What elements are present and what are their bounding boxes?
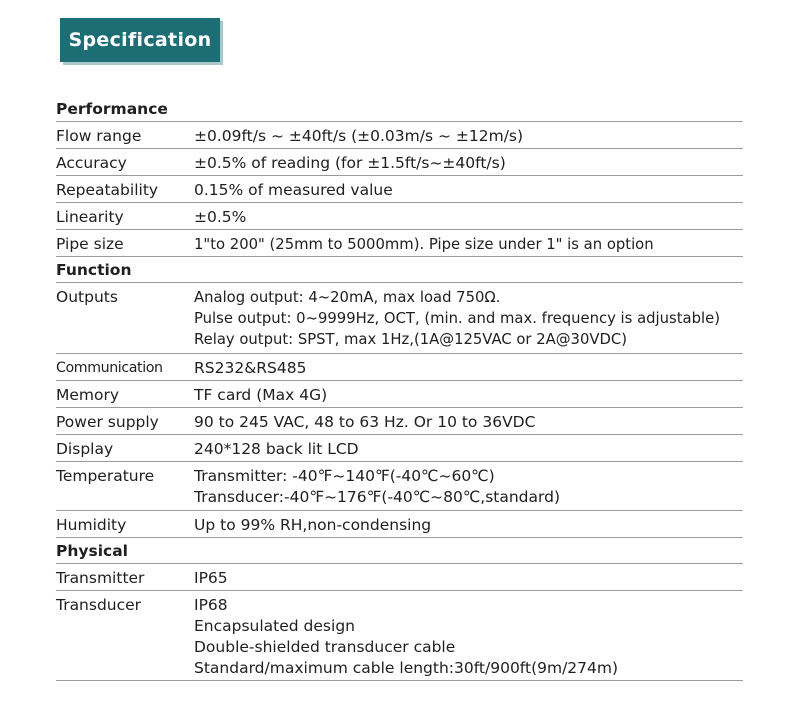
spec-label: Transducer [56,596,142,614]
spec-row-temperature [56,462,743,511]
spec-label: Communication [56,360,163,376]
spec-value-line: 1"to 200" (25mm to 5000mm). Pipe size under 1" is an option [194,236,654,253]
spec-row-transducer [56,591,743,681]
spec-value-line: Encapsulated design [194,617,355,635]
spec-value-line: Transmitter: -40℉~140℉(-40℃~60℃) [194,467,495,485]
spec-row-pipe-size [56,230,743,257]
spec-row-communication [56,354,743,381]
spec-value-line: Up to 99% RH,non-condensing [194,516,432,534]
spec-value [194,230,743,256]
spec-row-accuracy [56,149,743,176]
spec-value-line: ±0.5% [194,208,247,226]
spec-value-line: Double-shielded transducer cable [194,638,456,656]
spec-row-linearity [56,203,743,230]
spec-value-line: ±0.09ft/s ~ ±40ft/s (±0.03m/s ~ ±12m/s) [194,127,524,145]
section-physical [56,538,743,564]
spec-label: Accuracy [56,154,127,172]
spec-row-memory [56,381,743,408]
spec-value-line: RS232&RS485 [194,359,307,377]
spec-value [194,283,743,353]
spec-value-line: TF card (Max 4G) [194,386,328,404]
spec-label: Memory [56,386,120,404]
specification-heading: Specification [60,18,220,62]
spec-row-outputs [56,283,743,354]
spec-value [194,203,743,229]
spec-value [194,511,743,537]
section-performance [56,96,743,122]
spec-value-line: Standard/maximum cable length:30ft/900ft(9m/274m) [194,659,619,677]
specification-table [56,96,743,681]
spec-value-line: ±0.5% of reading (for ±1.5ft/s~±40ft/s) [194,154,506,172]
spec-row-transmitter [56,564,743,591]
spec-value [194,354,743,380]
spec-row-repeatability [56,176,743,203]
spec-value [194,462,743,510]
spec-label: Power supply [56,413,159,431]
section-title: Physical [56,542,128,560]
spec-label: Outputs [56,288,118,306]
spec-value [194,564,743,590]
spec-label: Humidity [56,516,127,534]
spec-label: Repeatability [56,181,159,199]
spec-value [194,408,743,434]
spec-value-line: 240*128 back lit LCD [194,440,359,458]
section-title: Performance [56,100,168,118]
section-function [56,257,743,283]
spec-value [194,122,743,148]
spec-value-line: 90 to 245 VAC, 48 to 63 Hz. Or 10 to 36VDC [194,413,536,431]
spec-value-line: Transducer:-40℉~176℉(-40℃~80℃,standard) [194,488,561,506]
spec-value-line: Pulse output: 0~9999Hz, OCT, (min. and max. frequency is adjustable) [194,310,720,327]
spec-label: Temperature [56,467,155,485]
spec-value [194,176,743,202]
section-title: Function [56,261,132,279]
spec-value [194,381,743,407]
spec-label: Linearity [56,208,124,226]
spec-value-line: Relay output: SPST, max 1Hz,(1A@125VAC or 2A@30VDC) [194,331,628,348]
spec-label: Display [56,440,114,458]
spec-row-humidity [56,511,743,538]
spec-label: Flow range [56,127,142,145]
spec-value [194,591,743,680]
spec-label: Pipe size [56,235,124,253]
spec-value-line: Analog output: 4~20mA, max load 750Ω. [194,289,501,306]
spec-row-power-supply [56,408,743,435]
spec-value-line: IP65 [194,569,228,587]
spec-row-flow-range [56,122,743,149]
spec-value-line: 0.15% of measured value [194,181,393,199]
spec-row-display [56,435,743,462]
spec-label: Transmitter [56,569,145,587]
spec-value [194,435,743,461]
spec-value [194,149,743,175]
spec-value-line: IP68 [194,596,228,614]
